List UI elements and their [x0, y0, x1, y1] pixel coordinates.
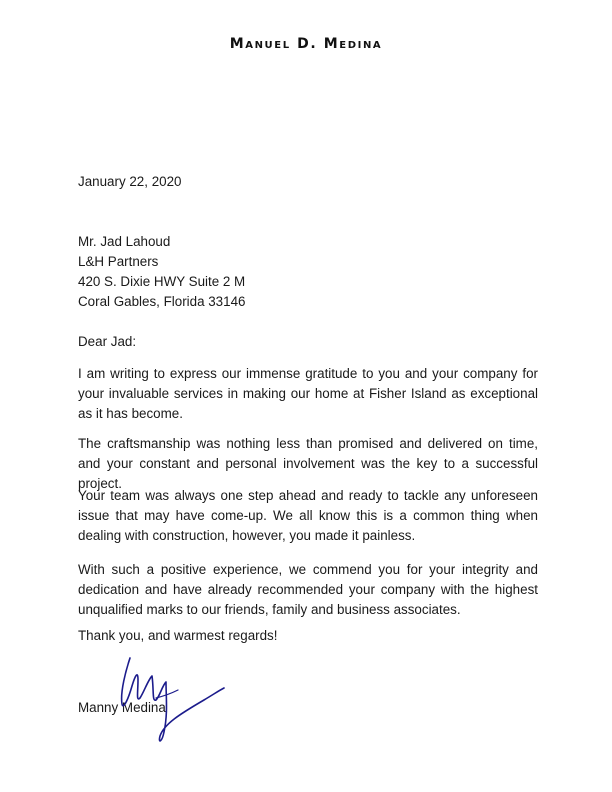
letterhead-name: Manuel D. Medina: [229, 36, 383, 52]
closing-line: Thank you, and warmest regards!: [78, 628, 278, 643]
recipient-name: Mr. Jad Lahoud: [78, 234, 171, 249]
signature-stroke: [122, 658, 224, 741]
signer-name: Manny Medina: [78, 700, 166, 715]
letter-date: January 22, 2020: [78, 174, 182, 189]
recipient-street: 420 S. Dixie HWY Suite 2 M: [78, 274, 246, 289]
body-paragraph-4: With such a positive experience, we commend you for your integrity and dedication and have already recommended your company with the highest unqualified marks to our friends, family and business associates.: [78, 562, 538, 617]
recipient-company: L&H Partners: [78, 254, 159, 269]
salutation: Dear Jad:: [78, 334, 137, 349]
body-paragraph-2: The craftsmanship was nothing less than promised and delivered on time, and your constant and personal involvement was the key to a successful project.: [78, 436, 538, 491]
body-paragraph-3: Your team was always one step ahead and ready to tackle any unforeseen issue that may have come-up. We all know this is a common thing when dealing with construction, however, you made it painless.: [78, 488, 538, 543]
handwritten-signature: [108, 640, 238, 750]
body-paragraph-1: I am writing to express our immense gratitude to you and your company for your invaluable services in making our home at Fisher Island as exceptional as it has become.: [78, 366, 538, 421]
recipient-address: [78, 232, 538, 312]
recipient-city: Coral Gables, Florida 33146: [78, 294, 246, 309]
